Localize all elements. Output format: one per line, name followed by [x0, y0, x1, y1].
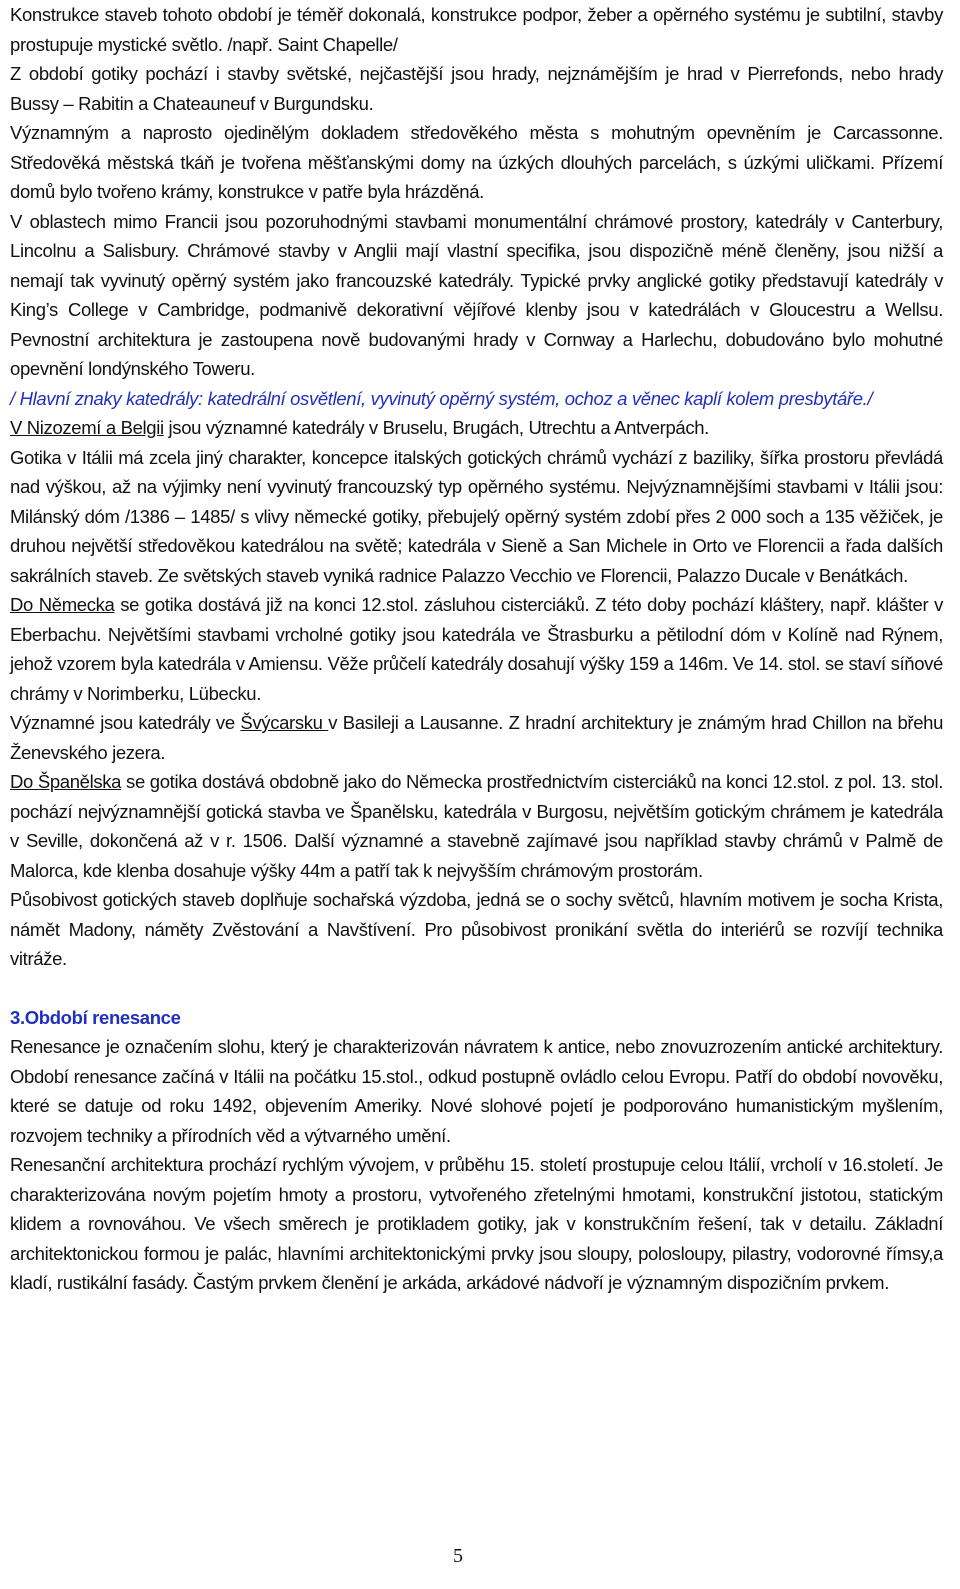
- region-link-germany: Do Německa: [10, 594, 115, 615]
- paragraph-text: se gotika dostává již na konci 12.stol. zásluhou cisterciáků. Z této doby pochází kláštery, např. klášter v Eberbachu. Největšími stavbami vrcholné gotiky jsou katedrála ve Štrasburku a pětilodní dóm v Kolíně nad Rýnem, jehož vzorem byla katedrála v Amiensu. Věže průčelí katedrály dosahují výšky 159 a 146m. Ve 14. stol. se staví síňové chrámy v Norimberku, Lübecku.: [10, 594, 943, 704]
- section-heading-renaissance: 3.Období renesance: [10, 1006, 181, 1028]
- page-number: 5: [453, 1545, 463, 1567]
- paragraph-switzerland: [10, 708, 943, 767]
- paragraph-secular-buildings: Z období gotiky pochází i stavby světské, nejčastější jsou hrady, nejznámějším je hrad v Pierrefonds, nebo hrady Bussy – Rabitin a Chateauneuf v Burgundsku.: [10, 63, 943, 114]
- paragraph-gothic-construction: Konstrukce staveb tohoto období je téměř dokonalá, konstrukce podpor, žeber a opěrného systému je subtilní, stavby prostupuje mystické světlo. /např. Saint Chapelle/: [10, 4, 943, 55]
- paragraph-spain: [10, 767, 943, 885]
- region-link-switzerland: Švýcarsku: [240, 712, 329, 733]
- paragraph-cathedral-features: / Hlavní znaky katedrály: katedrální osvětlení, vyvinutý opěrný systém, ochoz a věnec kaplí kolem presbytáře./: [10, 387, 873, 409]
- document-body: [10, 0, 943, 1298]
- paragraph-italy: Gotika v Itálii má zcela jiný charakter, koncepce italských gotických chrámů vychází z baziliky, šířka prostoru převládá nad výškou, až na výjimky není vyvinutý francouzský typ opěrného systému. Nejvýznamnějšími stavbami v Itálii jsou: Milánský dóm /1386 – 1485/ s vlivy německé gotiky, přebujelý opěrný systém zdobí přes 2 000 soch a 135 věžiček, je druhou největší středověkou katedrálou na světě; katedrála v Sieně a San Michele in Orto ve Florencii a řada dalších sakrálních staveb. Ze světských staveb vyniká radnice Palazzo Vecchio ve Florencii, Palazzo Ducale v Benátkách.: [10, 446, 943, 586]
- paragraph-renaissance-architecture: Renesanční architektura prochází rychlým vývojem, v průběhu 15. století prostupuje celou Itálií, vrcholí v 16.století. Je charakterizována novým pojetím hmoty a prostoru, vytvořeného zřetelnými hmotami, konstrukční jistotou, statickým klidem a rovnováhou. Ve všech směrech je protikladem gotiky, jak v konstrukčním řešení, tak v detailu. Základní architektonickou formou je palác, hlavními architektonickými prvky jsou sloupy, polosloupy, pilastry, vodorovné římsy,a kladí, rustikální fasády. Častým prvkem členění je arkáda, arkádové nádvoří je významným dispozičním prvkem.: [10, 1154, 943, 1293]
- paragraph-germany: [10, 590, 943, 708]
- paragraph-renaissance-intro: Renesance je označením slohu, který je charakterizován návratem k antice, nebo znovuzrozením antické architektury. Období renesance začíná v Itálii na počátku 15.stol., odkud postupně ovládlo celou Evropu. Patří do období novověku, které se datuje od roku 1492, objevením Ameriky. Nové slohové pojetí je podporováno humanistickým myšlením, rozvojem techniky a přírodních věd a výtvarného umění.: [10, 1036, 943, 1146]
- region-link-netherlands: V Nizozemí a Belgii: [10, 417, 164, 438]
- paragraph-text: Významné jsou katedrály ve: [10, 712, 241, 733]
- paragraph-netherlands: [10, 413, 943, 443]
- paragraph-text: jsou významné katedrály v Bruselu, Brugách, Utrechtu a Antverpách.: [163, 417, 709, 438]
- paragraph-text: se gotika dostává obdobně jako do Německa prostřednictvím cisterciáků na konci 12.stol. z pol. 13. stol. pochází nejvýznamnější gotická stavba ve Španělsku, katedrála v Burgosu, největším gotickým chrámem je katedrála v Seville, dokončená až v r. 1506. Další významné a stavebně zajímavé jsou například stavby chrámů v Palmě de Malorca, kde klenba dosahuje výšky 44m a patří tak k nejvyšším chrámovým prostorám.: [10, 771, 944, 881]
- paragraph-england: V oblastech mimo Francii jsou pozoruhodnými stavbami monumentální chrámové prostory, katedrály v Canterbury, Lincolnu a Salisbury. Chrámové stavby v Anglii mají vlastní specifika, jsou dispozičně méně členěny, jsou nižší a nemají tak vyvinutý opěrný systém jako francouzské katedrály. Typické prvky anglické gotiky představují katedrály v King’s College v Cambridge, podmanivě dekorativní vějířové klenby jsou v katedrálách v Gloucestru a Wellsu. Pevnostní architektura je zastoupena nově budovanými hrady v Cornway a Harlechu, dobudováno bylo mohutné opevnění londýnského Toweru.: [10, 210, 943, 379]
- paragraph-text: v Basileji a Lausanne. Z hradní architektury je známým hrad Chillon na břehu Ženevského jezera.: [10, 712, 944, 763]
- paragraph-carcassonne: Významným a naprosto ojedinělým dokladem středověkého města s mohutným opevněním je Carcassonne. Středověká městská tkáň je tvořena měšťanskými domy na úzkých dlouhých parcelách, s úzkými uličkami. Přízemí domů bylo tvořeno krámy, konstrukce v patře byla hrázděná.: [10, 122, 943, 202]
- region-link-spain: Do Španělska: [10, 771, 122, 792]
- paragraph-sculpture: Působivost gotických staveb doplňuje sochařská výzdoba, jedná se o sochy světců, hlavním motivem je socha Krista, námět Madony, náměty Zvěstování a Navštívení. Pro působivost pronikání světla do interiérů se rozvíjí technika vitráže.: [10, 889, 943, 969]
